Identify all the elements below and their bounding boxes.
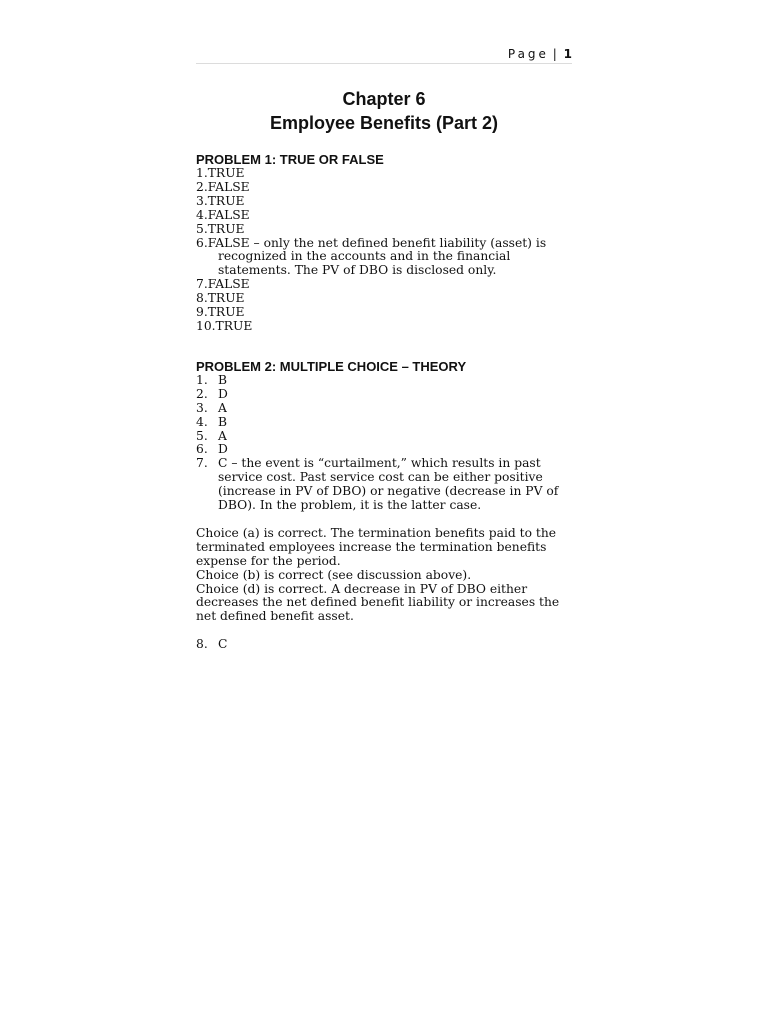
chapter-title: Chapter 6 bbox=[342, 89, 426, 109]
item-number: 3. bbox=[196, 400, 208, 415]
list-item: 8.TRUE bbox=[196, 291, 245, 306]
item-number: 7. bbox=[196, 456, 208, 471]
item-number: 6. bbox=[196, 442, 208, 457]
item-answer: A bbox=[218, 428, 227, 443]
chapter-subtitle: Employee Benefits (Part 2) bbox=[269, 113, 499, 133]
problem1-list bbox=[196, 167, 576, 334]
page-separator: | bbox=[552, 47, 557, 61]
explanation-paragraph: Choice (a) is correct. The termination benefits paid to the terminated employees increase the termination benefits expense for the period. bbox=[196, 525, 557, 568]
problem1-heading: PROBLEM 1: TRUE OR FALSE bbox=[196, 152, 384, 167]
problem2-list bbox=[196, 374, 576, 513]
list-item-continuation: recognized in the accounts and in the financial bbox=[218, 249, 511, 264]
item-answer: B bbox=[218, 372, 228, 387]
explanation-paragraph: Choice (b) is correct (see discussion above). bbox=[196, 567, 472, 582]
list-item: 6.FALSE – only the net defined benefit liability (asset) is bbox=[196, 235, 547, 250]
list-item: 10.TRUE bbox=[196, 318, 253, 333]
item-answer: C bbox=[218, 637, 228, 652]
list-item: 3.TRUE bbox=[196, 193, 245, 208]
list-item bbox=[196, 416, 576, 430]
problem2-heading: PROBLEM 2: MULTIPLE CHOICE – THEORY bbox=[196, 358, 467, 374]
list-item: 2.FALSE bbox=[196, 179, 250, 194]
list-item: 7.FALSE bbox=[196, 277, 250, 292]
list-item bbox=[196, 430, 576, 444]
item-number: 5. bbox=[196, 428, 208, 443]
item-number: 1. bbox=[196, 372, 208, 387]
explanation-paragraph: Choice (d) is correct. A decrease in PV of DBO either decreases the net defined benefit liability or increases the net defined benefit asset. bbox=[196, 581, 560, 624]
list-item: 4.FALSE bbox=[196, 207, 250, 222]
item-answer: B bbox=[218, 414, 228, 429]
list-item bbox=[196, 402, 576, 416]
item-answer: A bbox=[218, 400, 227, 415]
list-item: 5.TRUE bbox=[196, 221, 245, 236]
list-item-continuation: statements. The PV of DBO is disclosed only. bbox=[218, 263, 497, 278]
list-item: 1.TRUE bbox=[196, 166, 245, 180]
list-item bbox=[196, 443, 576, 457]
item-answer: D bbox=[218, 386, 228, 401]
page-number: 1 bbox=[563, 47, 572, 61]
list-item bbox=[196, 374, 576, 388]
list-item bbox=[196, 457, 576, 513]
page-header bbox=[196, 46, 572, 64]
item-number: 4. bbox=[196, 414, 208, 429]
item-answer: D bbox=[218, 442, 228, 457]
item-answer: C – the event is “curtailment,” which results in past service cost. Past service cost can be either positive (increase in PV of DBO) or negative (decrease in PV of DBO). In the problem, it is the latter case. bbox=[218, 456, 559, 513]
list-item bbox=[196, 388, 576, 402]
document-body bbox=[196, 153, 576, 652]
item-number: 8. bbox=[196, 637, 208, 652]
list-item bbox=[196, 638, 576, 652]
list-item: 9.TRUE bbox=[196, 305, 245, 320]
item-number: 2. bbox=[196, 386, 208, 401]
page-label: Page bbox=[507, 47, 549, 61]
